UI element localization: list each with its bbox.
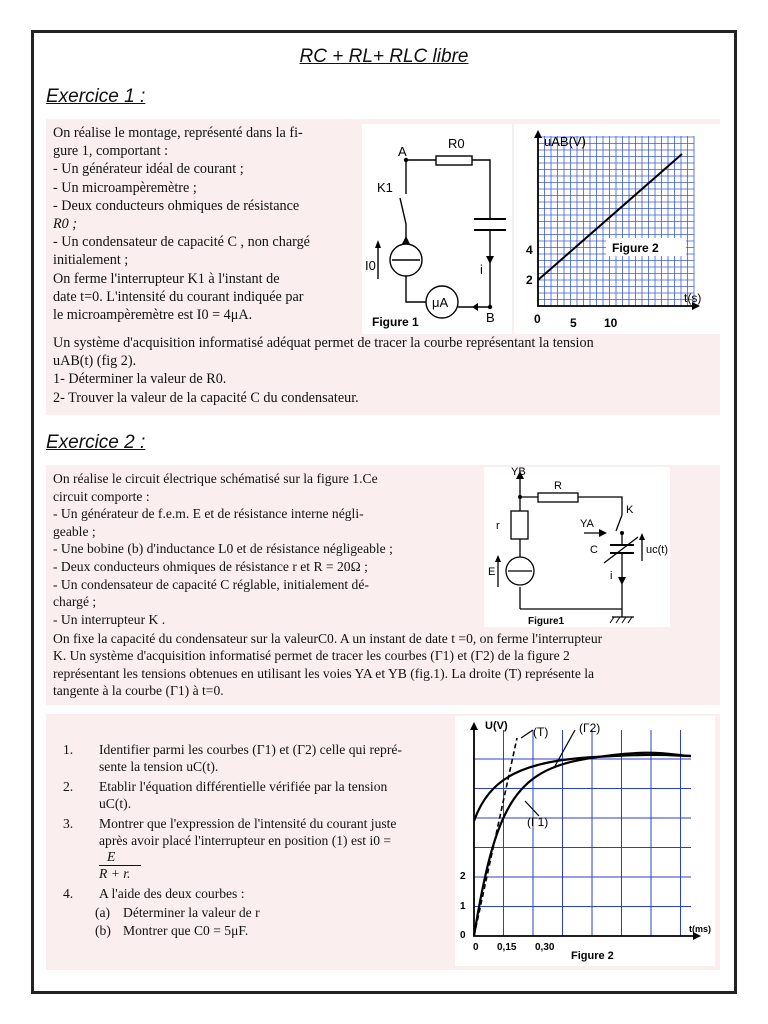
label-r-small: r xyxy=(496,520,500,532)
uab-line xyxy=(538,154,682,280)
label-gamma2: (Γ2) xyxy=(579,721,601,735)
ex2-line: - Deux conducteurs ohmiques de résistance r et R = 20Ω ; xyxy=(53,558,368,574)
ex2-full-line: K. Un système d'acquisition informatisé permet de tracer les courbes (Γ1) et (Γ2) de la figure 2 xyxy=(53,648,570,664)
y-tick-0: 0 xyxy=(460,930,466,941)
y-tick-2: 2 xyxy=(526,273,533,287)
ex2-voltage-chart xyxy=(455,716,715,966)
y-tick-4: 4 xyxy=(526,243,533,257)
label-e: E xyxy=(488,566,496,578)
y-tick-2: 2 xyxy=(460,871,466,882)
ex1-full-line: uAB(t) (fig 2). xyxy=(53,353,137,370)
question-text: Etablir l'équation différentielle vérifiée par la tension xyxy=(99,779,388,794)
ex1-line: On ferme l'interrupteur K1 à l'instant de xyxy=(53,270,280,287)
ex2-axes xyxy=(474,730,693,936)
question-number: 1. xyxy=(63,742,74,757)
ex2-line: chargé ; xyxy=(53,594,97,610)
ex1-line: le microampèremètre est I0 = 4μA. xyxy=(53,307,253,324)
y-axis-label: U(V) xyxy=(485,720,508,732)
question-number: 2. xyxy=(63,779,74,794)
ex1-line: - Un microampèremètre ; xyxy=(53,179,197,196)
figure-1-caption: Figure 1 xyxy=(372,315,419,329)
page-title: RC + RL+ RLC libre xyxy=(299,46,469,67)
question-text: sente la tension uC(t). xyxy=(99,759,219,774)
question-number: 3. xyxy=(63,816,74,831)
x-tick-5: 5 xyxy=(570,316,577,330)
figure-2-caption: Figure 2 xyxy=(612,241,659,255)
ex2-line: - Un condensateur de capacité C réglable, initialement dé- xyxy=(53,576,369,592)
ex1-figure-2 xyxy=(514,124,720,334)
exercise-2-description xyxy=(53,630,715,700)
subquestion-text: Montrer que C0 = 5μF. xyxy=(123,923,249,938)
ex2-circuit-diagram xyxy=(484,467,670,627)
question-text: Montrer que l'expression de l'intensité du courant juste xyxy=(99,816,397,831)
formula-denominator: R + r. xyxy=(99,866,131,881)
ex2-full-line: On fixe la capacité du condensateur sur la valeurC0. A un instant de date t =0, on ferme l'interrupteur xyxy=(53,631,603,646)
ex1-line: On réalise le montage, représenté dans la fi- xyxy=(53,125,303,141)
i-arrow-icon xyxy=(486,256,494,264)
ground-icon xyxy=(610,617,632,623)
uc-arrow-icon xyxy=(639,533,645,540)
x-tick-0: 0 xyxy=(534,312,541,326)
question-text: Identifier parmi les courbes (Γ1) et (Γ2) celle qui repré- xyxy=(99,742,402,757)
ex1-line: - Un générateur idéal de courant ; xyxy=(53,161,244,178)
label-i: i xyxy=(480,262,483,277)
exercise-2-heading: Exercice 2 : xyxy=(46,432,146,453)
label-i0: I0 xyxy=(365,258,376,273)
label-uc: uc(t) xyxy=(646,544,668,556)
e-arrow-icon xyxy=(495,555,501,562)
ex1-circuit-diagram xyxy=(362,124,512,334)
label-gamma1: (Γ1) xyxy=(527,815,549,829)
exercise-1-heading: Exercice 1 : xyxy=(46,86,146,107)
ex2-node-dot xyxy=(620,531,624,535)
x-axis-label: t(ms) xyxy=(689,924,711,934)
label-i: i xyxy=(610,570,613,582)
formula-numerator: E xyxy=(107,849,116,864)
question-text: après avoir placé l'interrupteur en position (1) est i0 = xyxy=(99,833,392,848)
ex2-full-line: représentant les tensions obtenues en utilisant les voies YA et YB (fig.1). La droite (T) représente la xyxy=(53,665,595,681)
subquestion-label: (b) xyxy=(95,923,111,938)
ex2-figure1-caption: Figure1 xyxy=(528,616,565,627)
ex1-figure-1 xyxy=(362,124,512,334)
exercise-1-questions xyxy=(53,334,715,407)
ex2-figure-2 xyxy=(455,716,715,966)
y-axis-label: uAB(V) xyxy=(544,134,586,149)
label-microammeter: μA xyxy=(432,295,449,310)
curve-gamma1 xyxy=(474,753,691,936)
current-arrow-icon xyxy=(402,236,410,244)
ex2-node-dot xyxy=(518,495,522,499)
subquestion-text: Déterminer la valeur de r xyxy=(123,905,260,920)
ex1-line: - Deux conducteurs ohmiques de résistance xyxy=(53,197,300,214)
ex1-line: gure 1, comportant : xyxy=(53,143,169,160)
i0-arrow-icon xyxy=(375,240,381,248)
x-tick-030: 0,30 xyxy=(535,942,555,953)
x-tick-015: 0,15 xyxy=(497,942,517,953)
ex2-line: - Un générateur de f.e.m. E et de résistance interne négli- xyxy=(53,506,364,522)
loop-arrow-icon xyxy=(472,303,478,311)
ex1-line: date t=0. L'intensité du courant indiquée par xyxy=(53,288,304,305)
i-arrow-icon xyxy=(618,577,626,585)
ex1-question: 1- Déterminer la valeur de R0. xyxy=(53,371,227,388)
ex2-line: geable ; xyxy=(53,523,96,539)
y-axis-arrow-icon xyxy=(534,130,542,138)
ex2-line: - Un interrupteur K . xyxy=(53,611,166,627)
question-number: 4. xyxy=(63,886,74,901)
exercise-1-intro xyxy=(53,124,353,324)
ex1-line: R0 ; xyxy=(53,216,78,233)
figure-2-caption: Figure 2 xyxy=(571,950,614,962)
ex2-line: - Une bobine (b) d'inductance L0 et de résistance négligeable ; xyxy=(53,541,393,557)
ex2-line: On réalise le circuit électrique schématisé sur la figure 1.Ce xyxy=(53,471,378,486)
label-t: (T) xyxy=(533,725,549,739)
label-a: A xyxy=(398,144,407,159)
ex2-full-line: tangente à la courbe (Γ1) à t=0. xyxy=(53,683,224,699)
node-b-dot xyxy=(488,305,492,309)
y-axis-arrow-icon xyxy=(470,722,478,730)
exercise-2-intro xyxy=(53,470,463,628)
question-text: uC(t). xyxy=(99,796,132,811)
label-b: B xyxy=(486,310,495,325)
x-tick-0: 0 xyxy=(473,942,479,953)
exercise-2-question-list xyxy=(63,742,463,942)
y-tick-1: 1 xyxy=(460,901,466,912)
question-text: A l'aide des deux courbes : xyxy=(99,886,245,901)
label-k: K xyxy=(626,504,634,516)
label-yb: YB xyxy=(511,467,526,478)
x-tick-10: 10 xyxy=(604,316,618,330)
x-axis-label: t(s) xyxy=(684,291,702,305)
label-ya: YA xyxy=(580,518,594,530)
ex2-figure-1 xyxy=(484,467,670,627)
gamma1-pointer xyxy=(525,801,539,816)
ex1-full-line: Un système d'acquisition informatisé adéquat permet de tracer la courbe représentant la tension xyxy=(53,335,594,351)
subquestion-label: (a) xyxy=(95,905,111,920)
ex1-line: initialement ; xyxy=(53,252,129,269)
label-r0: R0 xyxy=(448,136,465,151)
label-k1: K1 xyxy=(377,180,393,195)
tangent-pointer xyxy=(521,730,533,738)
ex2-line: circuit comporte : xyxy=(53,488,150,504)
ex1-question: 2- Trouver la valeur de la capacité C du condensateur. xyxy=(53,389,359,406)
label-c: C xyxy=(590,544,598,556)
label-r-big: R xyxy=(554,480,562,492)
ex1-uab-chart xyxy=(514,124,720,334)
ex1-line: - Un condensateur de capacité C , non chargé xyxy=(53,234,310,251)
